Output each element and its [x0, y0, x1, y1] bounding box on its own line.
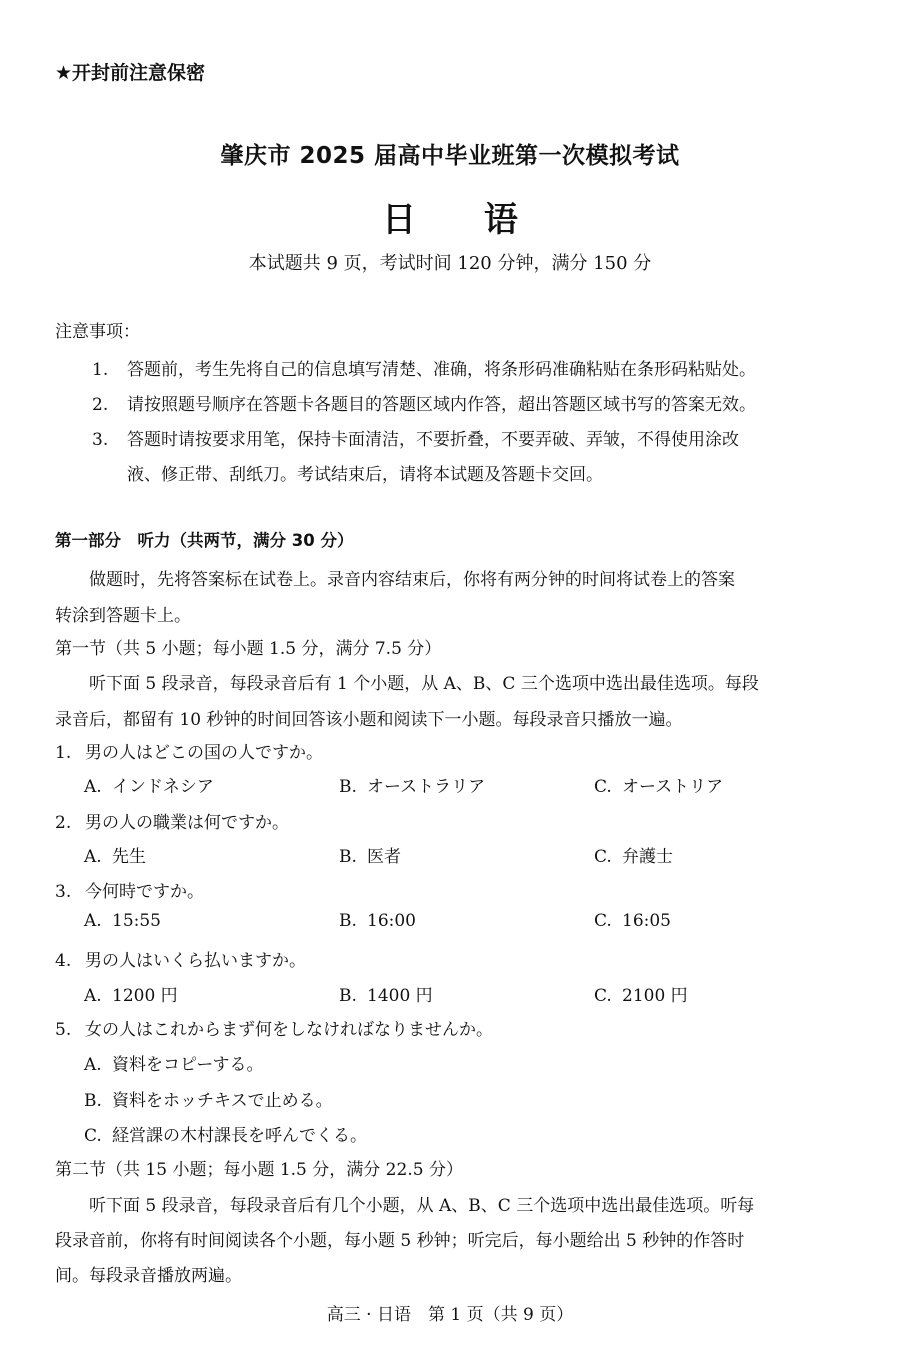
- notice-item-number: 1.: [92, 360, 109, 380]
- question-number: 1.: [55, 743, 72, 763]
- option-text: 弁護士: [622, 847, 673, 867]
- option-text: 1200 円: [112, 986, 178, 1006]
- option-text: 資料をホッチキスで止める。: [112, 1091, 333, 1111]
- option: [339, 842, 401, 867]
- option-label: A.: [84, 847, 102, 867]
- question-text: 今何時ですか。: [85, 882, 204, 902]
- option-label: B.: [339, 847, 357, 867]
- option-text: 15:55: [112, 911, 161, 931]
- question-number: 3.: [55, 882, 72, 902]
- option-label: C.: [594, 777, 612, 797]
- option: [339, 981, 433, 1006]
- section1-intro-line: 听下面 5 段录音，每段录音后有 1 个小题，从 A、B、C 三个选项中选出最佳选项。每段: [89, 674, 759, 694]
- option: [339, 772, 485, 797]
- section1-intro-line: 录音后，都留有 10 秒钟的时间回答该小题和阅读下一小题。每段录音只播放一遍。: [55, 710, 683, 730]
- part1-intro-line: 做题时，先将答案标在试卷上。录音内容结束后，你将有两分钟的时间将试卷上的答案: [89, 570, 735, 590]
- option: [84, 842, 146, 867]
- option-text: 先生: [112, 847, 146, 867]
- option-label: C.: [594, 847, 612, 867]
- option-text: 医者: [367, 847, 401, 867]
- option-label: C.: [594, 911, 612, 931]
- option: [594, 981, 688, 1006]
- confidential-notice: ★开封前注意保密: [55, 62, 206, 84]
- section1-heading: 第一节（共 5 小题；每小题 1.5 分，满分 7.5 分）: [55, 639, 442, 659]
- part1-heading: 第一部分 听力（共两节，满分 30 分）: [55, 531, 354, 550]
- option-label: C.: [594, 986, 612, 1006]
- question: [55, 877, 204, 902]
- option-text: 1400 円: [367, 986, 433, 1006]
- option-label: B.: [339, 911, 357, 931]
- question-text: 男の人の職業は何ですか。: [85, 813, 289, 833]
- option-label: A.: [84, 986, 102, 1006]
- option-text: 資料をコピーする。: [112, 1055, 264, 1075]
- option: [339, 911, 416, 931]
- question: [55, 1015, 493, 1040]
- notice-item-text: 答题前，考生先将自己的信息填写清楚、准确，将条形码准确粘贴在条形码粘贴处。: [127, 360, 756, 380]
- option: [84, 772, 214, 797]
- section2-intro-line: 间。每段录音播放两遍。: [55, 1266, 242, 1286]
- option: [594, 842, 673, 867]
- question-number: 5.: [55, 1020, 72, 1040]
- notice-item-text: 请按照题号顺序在答题卡各题目的答题区域内作答，超出答题区域书写的答案无效。: [127, 395, 756, 415]
- notice-item-text: 答题时请按要求用笔，保持卡面清洁，不要折叠，不要弄破、弄皱，不得使用涂改: [127, 430, 739, 450]
- notice-item-number: 3.: [92, 430, 109, 450]
- option-label: B.: [339, 777, 357, 797]
- option: [594, 911, 671, 931]
- option-label: A.: [84, 1055, 102, 1075]
- question-text: 男の人はいくら払いますか。: [85, 951, 306, 971]
- part1-intro-line: 转涂到答题卡上。: [55, 606, 191, 626]
- question: [55, 946, 306, 971]
- exam-info: 本试题共 9 页，考试时间 120 分钟，满分 150 分: [248, 253, 652, 274]
- option-label: B.: [84, 1091, 102, 1111]
- exam-title: 肇庆市 2025 届高中毕业班第一次模拟考试: [220, 143, 680, 169]
- question-number: 4.: [55, 951, 72, 971]
- option-text: 16:00: [367, 911, 416, 931]
- section2-intro-line: 段录音前，你将有时间阅读各个小题，每小题 5 秒钟；听完后，每小题给出 5 秒钟的作答时: [55, 1231, 745, 1251]
- subject-title: 日 语: [382, 200, 546, 240]
- question-text: 女の人はこれからまず何をしなければなりませんか。: [85, 1020, 493, 1040]
- option: [84, 911, 161, 931]
- notice-item-continuation: 液、修正带、刮纸刀。考试结束后，请将本试题及答题卡交回。: [127, 465, 603, 485]
- option-text: オーストリア: [622, 777, 724, 797]
- notice-heading: 注意事项：: [55, 322, 140, 342]
- option: [84, 981, 178, 1006]
- option-text: 経営課の木村課長を呼んでくる。: [112, 1126, 367, 1146]
- option-label: B.: [339, 986, 357, 1006]
- option-text: 2100 円: [622, 986, 688, 1006]
- option: [84, 1086, 333, 1111]
- page-footer: 高三 · 日语 第 1 页（共 9 页）: [326, 1305, 574, 1325]
- option-label: A.: [84, 777, 102, 797]
- question-number: 2.: [55, 813, 72, 833]
- question: [55, 808, 289, 833]
- option-text: オーストラリア: [367, 777, 486, 797]
- option-text: 16:05: [622, 911, 671, 931]
- option: [84, 1050, 263, 1075]
- option-text: インドネシア: [112, 777, 214, 797]
- section2-intro-line: 听下面 5 段录音，每段录音后有几个小题，从 A、B、C 三个选项中选出最佳选项。听每: [89, 1196, 755, 1216]
- question: [55, 738, 323, 763]
- notice-item: [92, 355, 756, 380]
- option-label: C.: [84, 1126, 102, 1146]
- option-label: A.: [84, 911, 102, 931]
- notice-item-number: 2.: [92, 395, 109, 415]
- option: [84, 1121, 367, 1146]
- notice-item: [92, 390, 756, 415]
- notice-item: [92, 425, 739, 450]
- question-text: 男の人はどこの国の人ですか。: [85, 743, 323, 763]
- option: [594, 772, 723, 797]
- section2-heading: 第二节（共 15 小题；每小题 1.5 分，满分 22.5 分）: [55, 1160, 463, 1180]
